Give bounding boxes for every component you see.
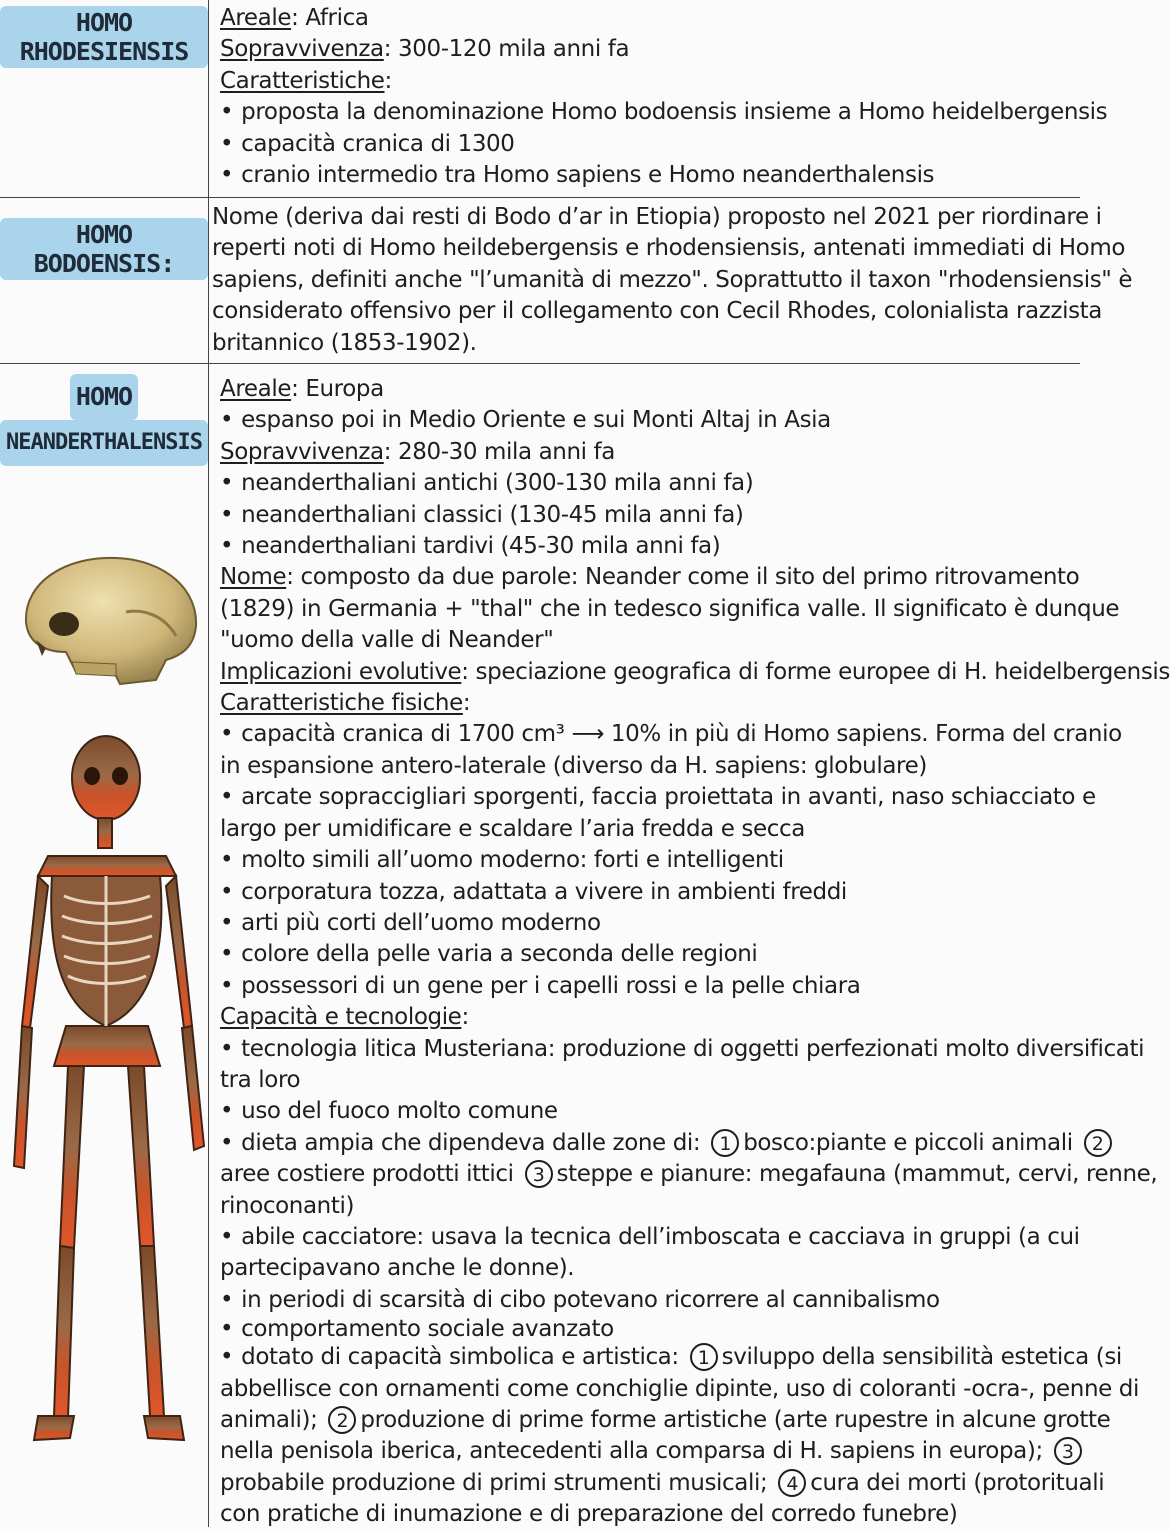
rhodesiensis-areale: Areale: Africa: [220, 5, 369, 31]
neanderthalensis-bullet: • dotato di capacità simbolica e artistica: 1 sviluppo della sensibilità estetica (si: [220, 1342, 1062, 1373]
neanderthalensis-bullet: • neanderthaliani tardivi (45-30 mila anni fa): [220, 531, 1062, 562]
neanderthalensis-nome-line: (1829) in Germania + "thal" che in tedesco significa valle. Il significato è dunque: [220, 595, 1120, 622]
neanderthalensis-nome-line: "uomo della valle di Neander": [220, 627, 554, 654]
neanderthalensis-bullet: • neanderthaliani classici (130-45 mila anni fa): [220, 500, 1062, 531]
bodoensis-line: sapiens, definiti anche "l’umanità di mezzo". Soprattutto il taxon "rhodensiensis" è: [212, 266, 1133, 293]
neanderthalensis-implicazioni: Implicazioni evolutive: speciazione geografica di forme europee di H. heidelbergensis: [220, 658, 1170, 685]
row-divider: [0, 197, 1080, 198]
number-badge: 3: [1054, 1437, 1082, 1465]
neanderthalensis-line: partecipavano anche le donne).: [220, 1255, 575, 1282]
bodoensis-line: britannico (1853-1902).: [212, 329, 477, 356]
neanderthalensis-line: abbellisce con ornamenti come conchiglie dipinte, uso di coloranti -ocra-, penne di: [220, 1375, 1139, 1402]
bodoensis-content: [212, 202, 1133, 359]
neanderthalensis-areale: Areale: Europa: [220, 376, 384, 402]
neanderthal-skull-image: [16, 552, 202, 688]
bodoensis-line: considerato offensivo per il collegamento con Cecil Rhodes, colonialista razzista: [212, 298, 1102, 325]
bodoensis-line: reperti noti di Homo heildebergensis e rhodensiensis, antenati immediati di Homo: [212, 235, 1125, 262]
neanderthalensis-line: aree costiere prodotti ittici 3 steppe e pianure: megafauna (mammut, cervi, renne,: [220, 1161, 1158, 1188]
bodoensis-title: HOMO BODOENSIS:: [0, 218, 208, 280]
neanderthalensis-line: nella penisola iberica, antecedenti alla comparsa di H. sapiens in europa); 3: [220, 1436, 1062, 1467]
neanderthalensis-line: largo per umidificare e scaldare l’aria fredda e secca: [220, 815, 805, 842]
neanderthalensis-line: rinoconanti): [220, 1192, 355, 1219]
neanderthalensis-bullet: • espanso poi in Medio Oriente e sui Monti Altaj in Asia: [220, 405, 1062, 436]
rhodesiensis-title: HOMO RHODESIENSIS: [0, 6, 208, 68]
neanderthalensis-bullet: • colore della pelle varia a seconda delle regioni: [220, 939, 1062, 970]
neanderthalensis-nome: Nome: composto da due parole: Neander come il sito del primo ritrovamento: [220, 564, 1080, 591]
neanderthalensis-bullet: • arti più corti dell’uomo moderno: [220, 908, 1062, 939]
neanderthalensis-line: con pratiche di inumazione e di preparazione del corredo funebre): [220, 1501, 958, 1528]
neanderthal-skeleton-image: [8, 726, 208, 1474]
neanderthalensis-sopravvivenza: Sopravvivenza: 280-30 mila anni fa: [220, 438, 615, 465]
rhodesiensis-bullet: • proposta la denominazione Homo bodoensis insieme a Homo heidelbergensis: [220, 97, 1062, 128]
neanderthalensis-line: in espansione antero-laterale (diverso da H. sapiens: globulare): [220, 752, 927, 779]
row-divider: [0, 363, 1080, 364]
neanderthalensis-line: probabile produzione di primi strumenti musicali; 4 cura dei morti (protorituali: [220, 1469, 1105, 1496]
neanderthalensis-bullet: • uso del fuoco molto comune: [220, 1096, 1062, 1127]
neanderthalensis-line: animali); 2 produzione di prime forme artistiche (arte rupestre in alcune grotte: [220, 1407, 1111, 1433]
neanderthalensis-bullet: • arcate sopraccigliari sporgenti, faccia proiettata in avanti, naso schiacciato e: [220, 782, 1062, 813]
number-badge: 1: [711, 1129, 739, 1157]
neanderthalensis-content: [220, 374, 1170, 1531]
neanderthalensis-bullet: • neanderthaliani antichi (300-130 mila anni fa): [220, 468, 1062, 499]
rhodesiensis-bullet: • capacità cranica di 1300: [220, 129, 1062, 160]
rhodesiensis-caratteristiche: Caratteristiche:: [220, 67, 392, 94]
neanderthalensis-line: tra loro: [220, 1066, 301, 1093]
neanderthalensis-bullet: • in periodi di scarsità di cibo potevano ricorrere al cannibalismo: [220, 1285, 1062, 1316]
neanderthalensis-caratteristiche: Caratteristiche fisiche:: [220, 690, 471, 717]
neanderthalensis-bullet: • comportamento sociale avanzato: [220, 1316, 1062, 1342]
neanderthalensis-bullet: • abile cacciatore: usava la tecnica dell’imboscata e cacciava in gruppi (a cui: [220, 1222, 1062, 1253]
number-badge: 3: [525, 1160, 553, 1188]
bodoensis-line: Nome (deriva dai resti di Bodo d’ar in Etiopia) proposto nel 2021 per riordinare i: [212, 204, 1102, 230]
rhodesiensis-content: [220, 3, 1108, 191]
rhodesiensis-bullet: • cranio intermedio tra Homo sapiens e Homo neanderthalensis: [220, 160, 1062, 191]
neanderthalensis-bullet: • corporatura tozza, adattata a vivere in ambienti freddi: [220, 877, 1062, 908]
neanderthalensis-bullet: • tecnologia litica Musteriana: produzione di oggetti perfezionati molto diversificati: [220, 1034, 1062, 1065]
number-badge: 1: [690, 1343, 718, 1371]
column-divider: [208, 0, 209, 1527]
number-badge: 2: [328, 1406, 356, 1434]
number-badge: 4: [778, 1469, 806, 1497]
neanderthalensis-title: HOMO NEANDERTHALENSIS: [0, 374, 208, 466]
neanderthalensis-bullet: • possessori di un gene per i capelli rossi e la pelle chiara: [220, 971, 1062, 1002]
neanderthalensis-capacita: Capacità e tecnologie:: [220, 1004, 469, 1031]
number-badge: 2: [1084, 1129, 1112, 1157]
neanderthalensis-bullet: • capacità cranica di 1700 cm³ ⟶ 10% in più di Homo sapiens. Forma del cranio: [220, 719, 1062, 750]
neanderthalensis-bullet: • molto simili all’uomo moderno: forti e intelligenti: [220, 845, 1062, 876]
rhodesiensis-sopravvivenza: Sopravvivenza: 300-120 mila anni fa: [220, 36, 630, 63]
neanderthalensis-bullet: • dieta ampia che dipendeva dalle zone di: 1 bosco:piante e piccoli animali 2: [220, 1128, 1062, 1159]
